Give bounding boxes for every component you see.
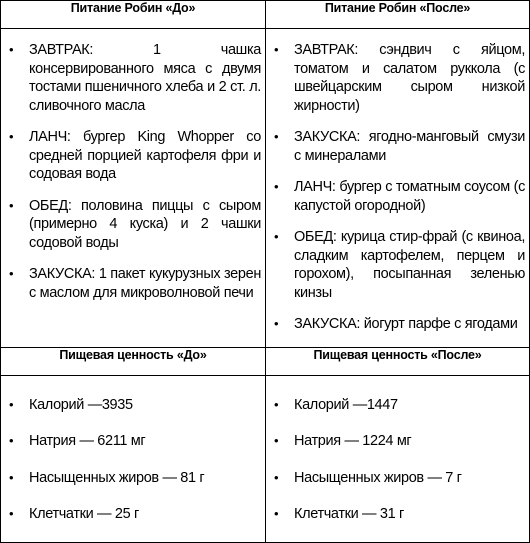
header-after: Питание Робин «После» [266,1,530,29]
nutrition-header-row [1,347,530,375]
bullet-icon: • [274,179,279,194]
nutrition-text: Клетчатки — 31 г [294,506,404,522]
bullet-icon: • [274,433,279,448]
meals-after-list [266,29,529,334]
meal-text: ЗАКУСКА: ягодно-манговый смузи с минералами [294,129,525,164]
list-item [274,128,525,165]
nutrition-text: Калорий —3935 [29,396,133,413]
nutrition-header-after: Пищевая ценность «После» [266,347,530,375]
bullet-icon: • [9,42,14,57]
bullet-icon: • [274,396,279,412]
bullet-icon: • [9,266,14,281]
nutrition-before-list [1,376,265,524]
nutrition-header-before: Пищевая ценность «До» [1,347,266,375]
nutrition-after-list [266,376,529,524]
meal-text: ЛАНЧ: бургер King Whopper со средней порцией картофеля фри и содовая вода [29,129,261,182]
list-item [274,315,525,334]
list-item [9,469,261,488]
list-item [274,228,525,302]
bullet-icon: • [274,469,279,485]
list-item [274,469,525,488]
meals-before-list [1,29,265,302]
bullet-icon: • [9,396,14,412]
list-item [274,396,525,415]
list-item [9,396,261,415]
meal-text: ЗАВТРАК: сэндвич с яйцом, томатом и салатом руккола (с швейцарским сыром низкой жирности) [294,42,525,114]
nutrition-before-cell [1,375,266,542]
nutrition-text: Натрия — 6211 мг [29,433,146,449]
bullet-icon: • [274,316,279,331]
nutrition-text: Натрия — 1224 мг [294,433,412,449]
nutrition-after-cell [266,375,530,542]
bullet-icon: • [274,129,279,144]
bullet-icon: • [9,433,14,448]
nutrition-text: Насыщенных жиров — 7 г [294,469,462,486]
list-item [274,432,525,451]
meal-text: ЗАКУСКА: йогурт парфе с ягодами [294,316,518,332]
meals-after-cell [266,29,530,348]
list-item [274,41,525,115]
list-item [274,178,525,215]
bullet-icon: • [9,129,14,144]
meals-row [1,29,530,348]
list-item [9,41,261,115]
bullet-icon: • [274,506,279,521]
nutrition-text: Калорий —1447 [294,396,398,413]
bullet-icon: • [274,42,279,57]
meal-text: ЗАВТРАК: 1 чашка консервированного мяса с двумя тостами пшеничного хлеба и 2 ст. л. сливочного масла [29,42,261,114]
list-item [9,197,261,253]
meal-text: ОБЕД: половина пиццы с сыром (примерно 4 куска) и 2 чашки содовой воды [29,197,261,251]
list-item [9,505,261,524]
meals-before-cell [1,29,266,348]
header-row [1,1,530,29]
bullet-icon: • [9,506,14,521]
nutrition-text: Насыщенных жиров — 81 г [29,469,205,486]
header-before: Питание Робин «До» [1,1,266,29]
nutrition-text: Клетчатки — 25 г [29,506,139,522]
list-item [9,128,261,184]
list-item [274,505,525,524]
bullet-icon: • [9,197,14,213]
bullet-icon: • [9,469,14,485]
nutrition-row [1,375,530,542]
list-item [9,265,261,302]
bullet-icon: • [274,229,279,244]
meal-text: ЛАНЧ: бургер с томатным соусом (с капустой огородной) [294,179,525,214]
meal-text: ЗАКУСКА: 1 пакет кукурузных зерен с маслом для микроволновой печи [29,266,261,301]
list-item [9,432,261,451]
meal-text: ОБЕД: курица стир-фрай (с квиноа, сладким картофелем, перцем и горохом), посыпанная зеленью кинзы [294,229,525,301]
